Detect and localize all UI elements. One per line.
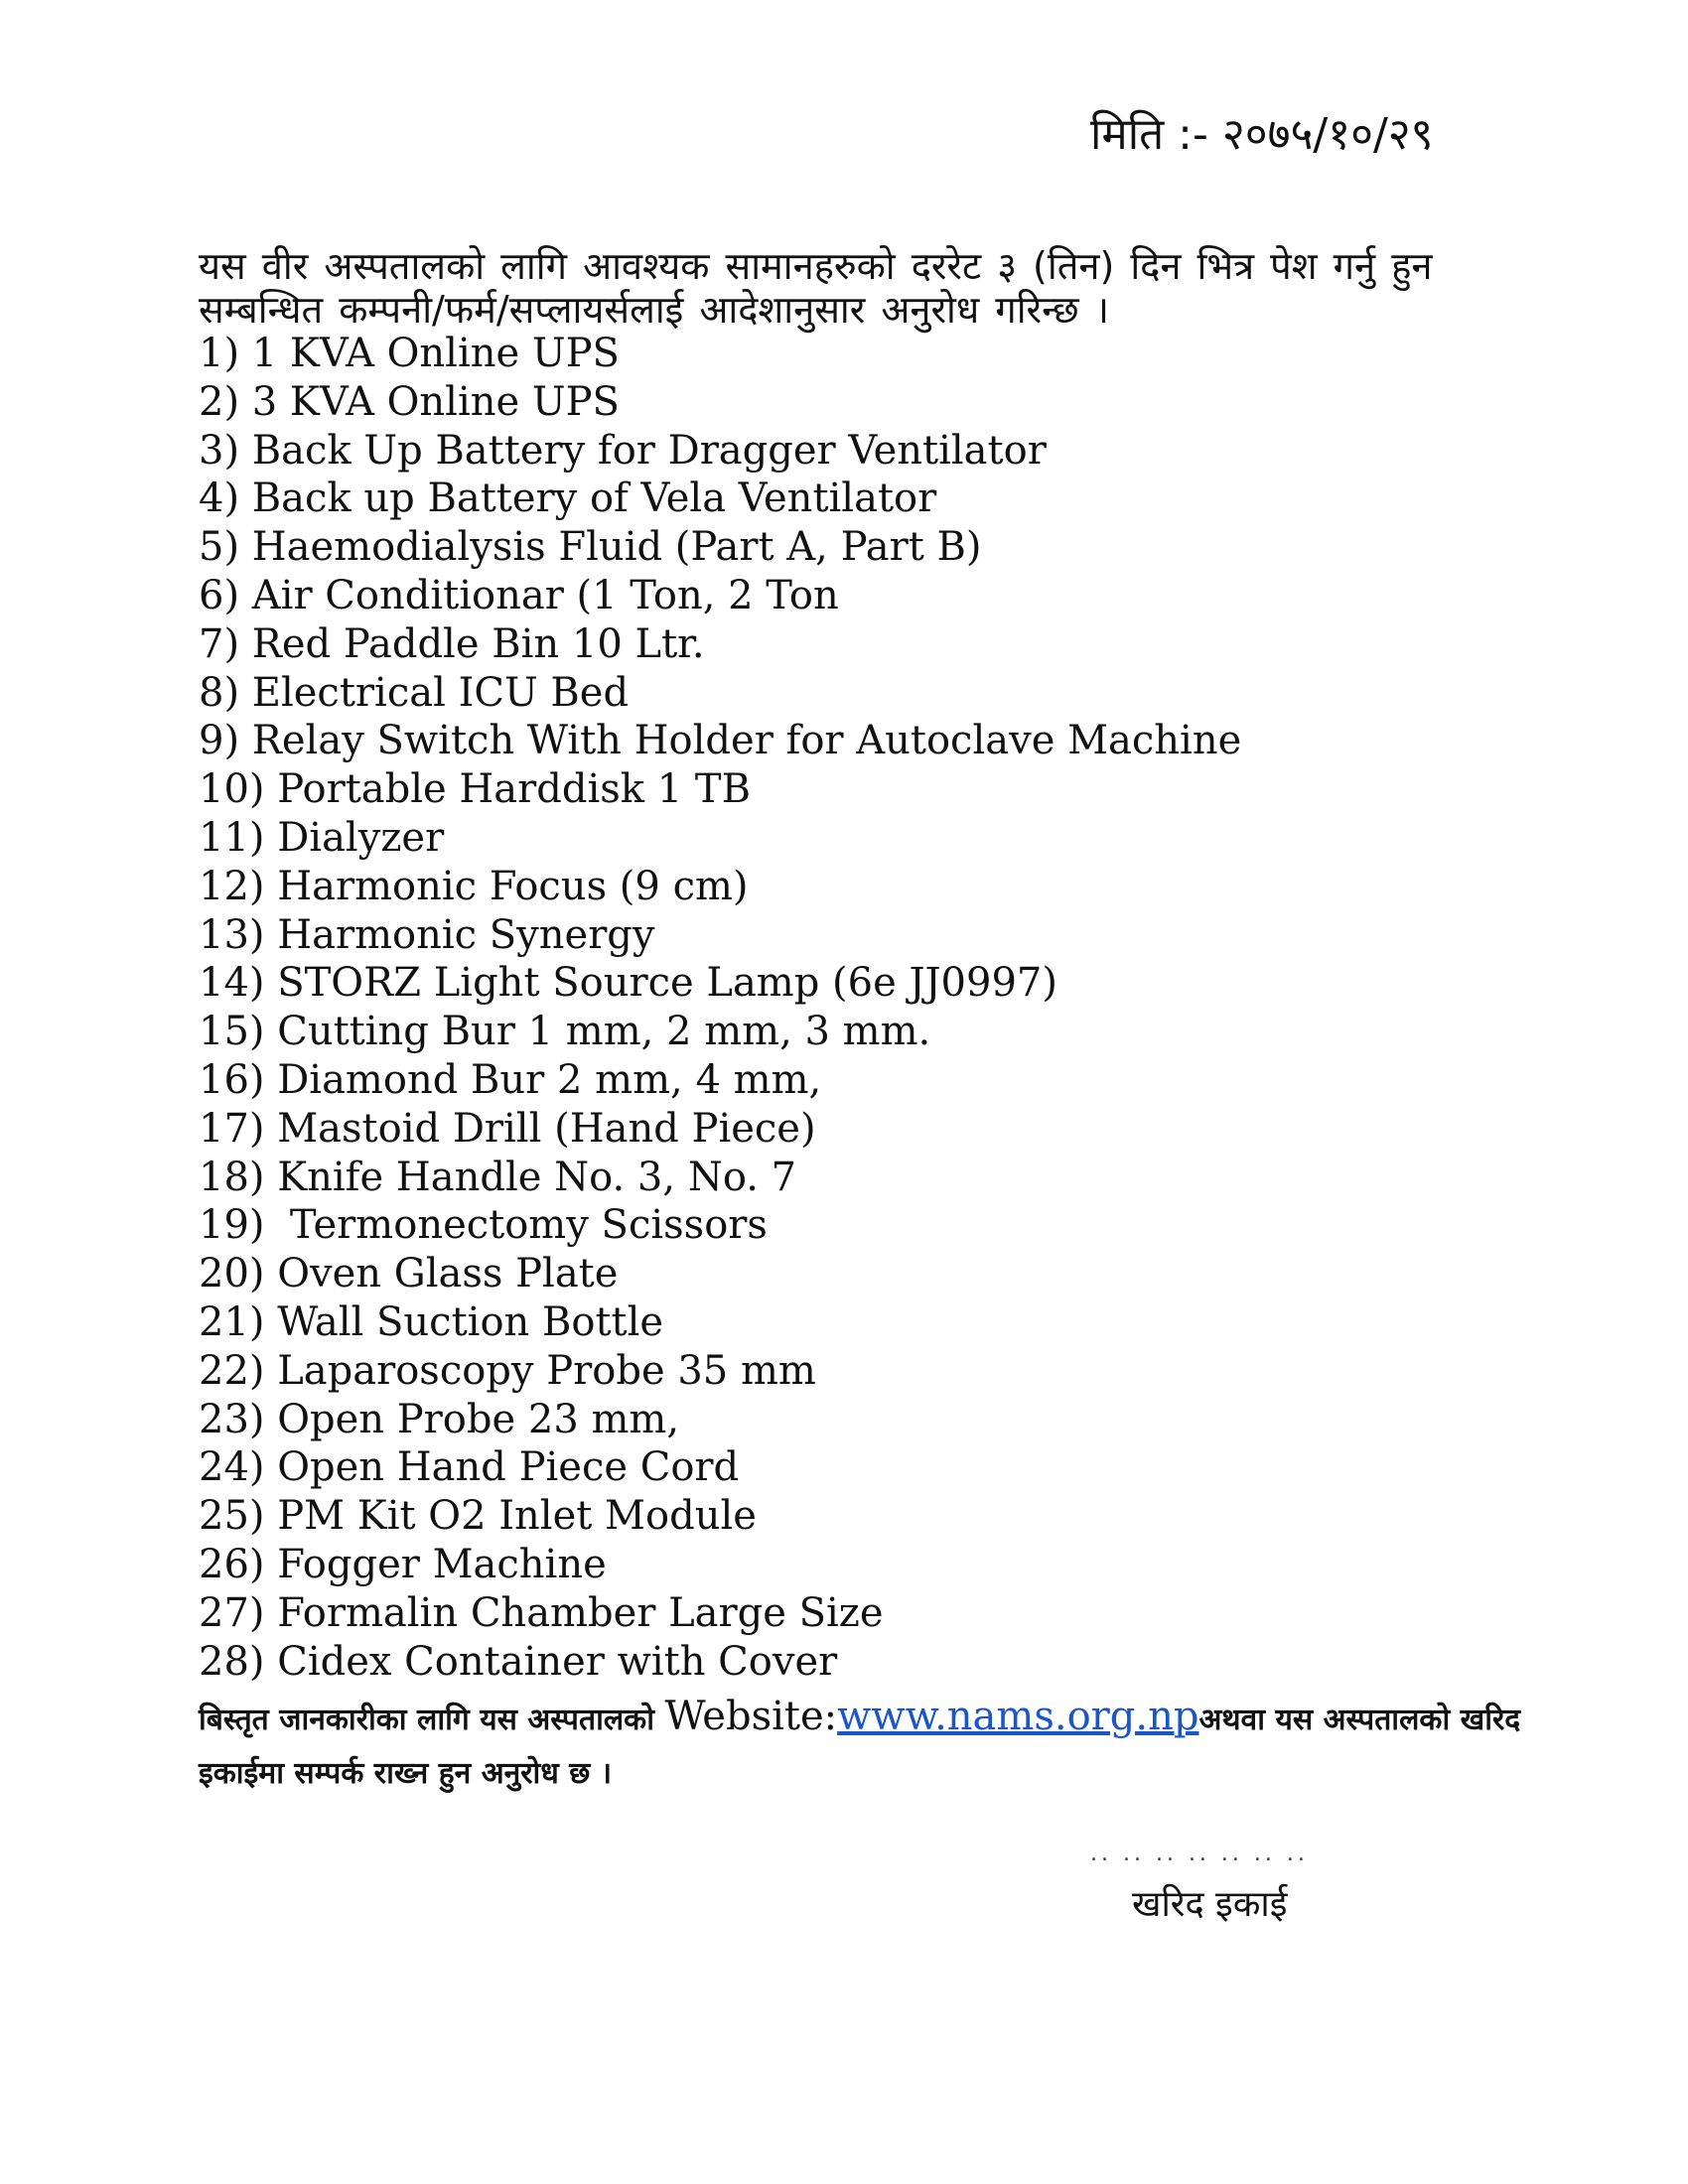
- list-item: 26) Fogger Machine: [199, 1541, 607, 1587]
- list-item: 15) Cutting Bur 1 mm, 2 mm, 3 mm.: [199, 1009, 931, 1055]
- list-item: 7) Red Paddle Bin 10 Ltr.: [199, 620, 705, 667]
- list-item: 23) Open Probe 23 mm,: [199, 1396, 680, 1442]
- signature-line: .. .. .. .. .. .. ..: [1090, 1842, 1309, 1866]
- list-item: 2) 3 KVA Online UPS: [199, 378, 620, 425]
- website-link[interactable]: www.nams.org.np: [837, 1694, 1199, 1739]
- list-item: 6) Air Conditionar (1 Ton, 2 Ton: [199, 572, 839, 618]
- signature-label: खरिद इकाई: [1132, 1884, 1288, 1925]
- list-item: 21) Wall Suction Bottle: [199, 1298, 664, 1345]
- list-item: 14) STORZ Light Source Lamp (6e JJ0997): [199, 960, 1057, 1007]
- list-item: 24) Open Hand Piece Cord: [199, 1444, 740, 1491]
- footer-suffix: अथवा यस अस्पतालको खरिद: [1198, 1703, 1521, 1737]
- footer-line-1: [199, 1690, 1589, 1747]
- website-label: Website:: [664, 1694, 838, 1739]
- list-item: 20) Oven Glass Plate: [199, 1251, 619, 1297]
- list-item: 28) Cidex Container with Cover: [199, 1638, 838, 1685]
- document-date: मिति :- २०७५/१०/२९: [1090, 109, 1434, 160]
- list-item: 12) Harmonic Focus (9 cm): [199, 863, 749, 909]
- item-list: [199, 330, 1241, 1686]
- list-item: 19) Termonectomy Scissors: [199, 1202, 768, 1249]
- footer-line-2: इकाईमा सम्पर्क राख्न हुन अनुरोध छ ।: [199, 1756, 613, 1791]
- list-item: 3) Back Up Battery for Dragger Ventilator: [199, 427, 1047, 474]
- list-item: 18) Knife Handle No. 3, No. 7: [199, 1154, 797, 1200]
- list-item: 25) PM Kit O2 Inlet Module: [199, 1493, 757, 1540]
- list-item: 11) Dialyzer: [199, 814, 445, 861]
- footer-prefix: बिस्तृत जानकारीका लागि यस अस्पतालको: [199, 1703, 665, 1737]
- list-item: 10) Portable Harddisk 1 TB: [199, 766, 751, 813]
- list-item: 27) Formalin Chamber Large Size: [199, 1589, 884, 1636]
- list-item: 16) Diamond Bur 2 mm, 4 mm,: [199, 1056, 822, 1103]
- footer-note: [199, 1690, 1589, 1801]
- intro-paragraph: [199, 244, 1519, 332]
- list-item: 13) Harmonic Synergy: [199, 911, 655, 958]
- list-item: 4) Back up Battery of Vela Ventilator: [199, 476, 937, 522]
- list-item: 22) Laparoscopy Probe 35 mm: [199, 1347, 816, 1394]
- intro-line-2: सम्बन्धित कम्पनी/फर्म/सप्लायर्सलाई आदेशानुसार अनुरोध गरिन्छ ।: [199, 288, 1110, 332]
- list-item: 5) Haemodialysis Fluid (Part A, Part B): [199, 524, 982, 571]
- list-item: 8) Electrical ICU Bed: [199, 669, 630, 716]
- list-item: 17) Mastoid Drill (Hand Piece): [199, 1105, 816, 1152]
- list-item: 1) 1 KVA Online UPS: [199, 331, 620, 376]
- intro-line-1: यस वीर अस्पतालको लागि आवश्यक सामानहरुको दररेट ३ (तिन) दिन भित्र पेश गर्नु हुन: [199, 244, 1433, 288]
- list-item: 9) Relay Switch With Holder for Autoclave Machine: [199, 718, 1242, 764]
